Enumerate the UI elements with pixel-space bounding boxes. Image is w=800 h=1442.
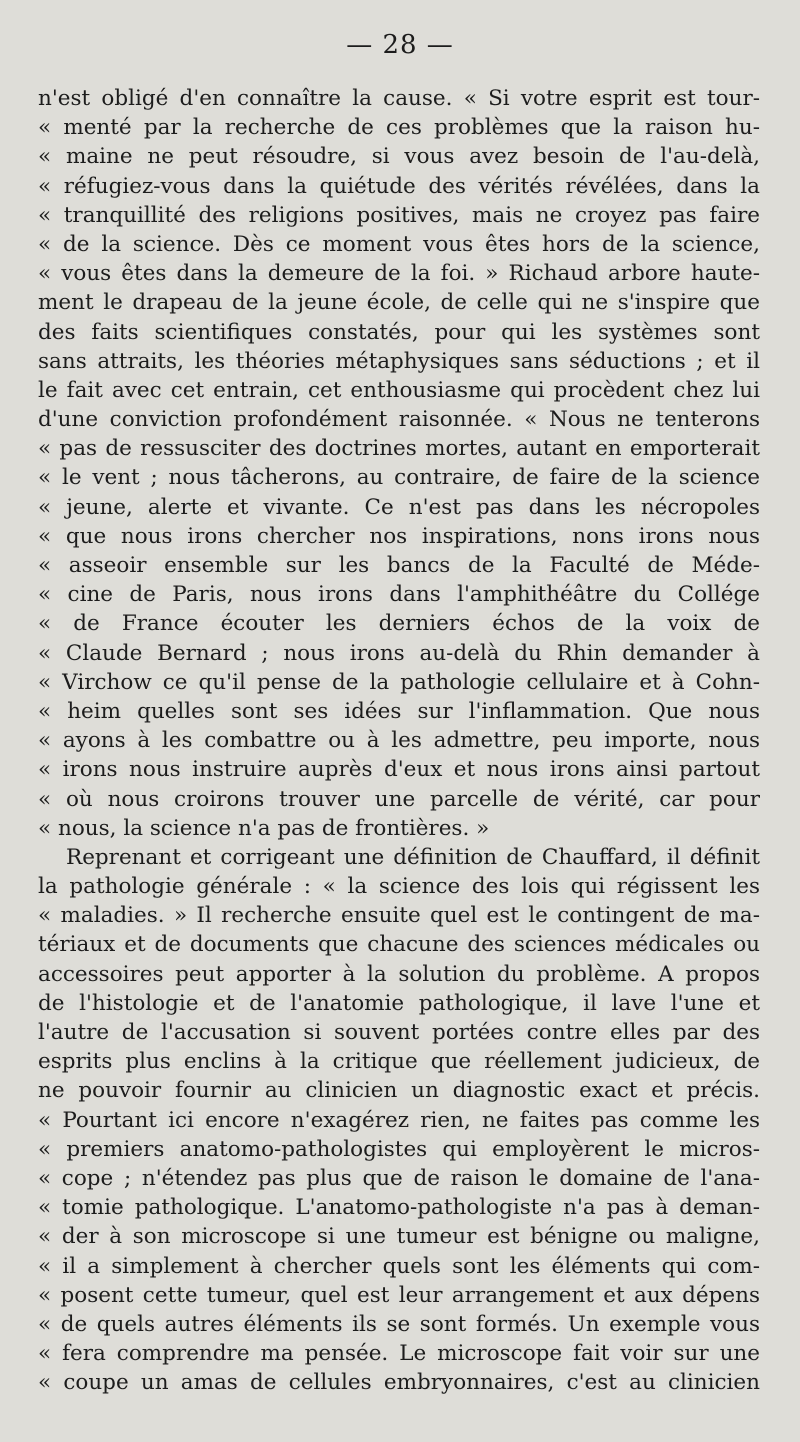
text-line: « ayons à les combattre ou à les admettre, peu importe, nous (38, 728, 760, 754)
text-line: « réfugiez-vous dans la quiétude des vérités révélées, dans la (38, 173, 760, 199)
text-line: d'une conviction profondément raisonnée. « Nous ne tenterons (38, 407, 760, 433)
text-line: « de la science. Dès ce moment vous êtes hors de la science, (38, 231, 760, 257)
text-line: « que nous irons chercher nos inspirations, nons irons nous (38, 523, 760, 549)
text-line: « où nous croirons trouver une parcelle de vérité, car pour (38, 786, 760, 812)
text-line: « vous êtes dans la demeure de la foi. » Richaud arbore haute- (38, 261, 760, 287)
text-line: « irons nous instruire auprès d'eux et nous irons ainsi partout (38, 757, 760, 783)
text-line: la pathologie générale : « la science des lois qui régissent les (38, 874, 760, 900)
text-line: « maine ne peut résoudre, si vous avez besoin de l'au-delà, (38, 144, 760, 170)
text-line: « pas de ressusciter des doctrines mortes, autant en emporterait (38, 436, 760, 462)
text-line: tériaux et de documents que chacune des sciences médicales ou (38, 932, 760, 958)
text-line: le fait avec cet entrain, cet enthousiasme qui procèdent chez lui (38, 377, 760, 403)
text-line: « le vent ; nous tâcherons, au contraire, de faire de la science (38, 465, 760, 491)
text-line: « premiers anatomo-pathologistes qui employèrent le micros- (38, 1136, 760, 1162)
text-line: accessoires peut apporter à la solution du problème. A propos (38, 961, 760, 987)
text-line: ne pouvoir fournir au clinicien un diagnostic exact et précis. (38, 1078, 760, 1104)
text-line: « tranquillité des religions positives, mais ne croyez pas faire (38, 202, 760, 228)
text-line: « der à son microscope si une tumeur est bénigne ou maligne, (38, 1224, 760, 1250)
text-line: de l'histologie et de l'anatomie pathologique, il lave l'une et (38, 990, 760, 1016)
text-line: « Pourtant ici encore n'exagérez rien, ne faites pas comme les (38, 1107, 760, 1133)
text-line: « cope ; n'étendez pas plus que de raison le domaine de l'ana- (38, 1165, 760, 1191)
text-line: « coupe un amas de cellules embryonnaires, c'est au clinicien (38, 1370, 760, 1396)
text-line: « fera comprendre ma pensée. Le microscope fait voir sur une (38, 1341, 760, 1367)
text-line: ment le drapeau de la jeune école, de celle qui ne s'inspire que (38, 290, 760, 316)
text-line: esprits plus enclins à la critique que réellement judicieux, de (38, 1049, 760, 1075)
text-line: « cine de Paris, nous irons dans l'amphithéâtre du Collége (38, 582, 760, 608)
text-line: l'autre de l'accusation si souvent portées contre elles par des (38, 1020, 760, 1045)
text-line: n'est obligé d'en connaître la cause. « Si votre esprit est tour- (38, 86, 760, 111)
text-line: « Virchow ce qu'il pense de la pathologie cellulaire et à Cohn- (38, 669, 760, 695)
text-line: « de France écouter les derniers échos de la voix de (38, 611, 760, 637)
body-text (38, 84, 760, 1397)
text-line: « Claude Bernard ; nous irons au-delà du Rhin demander à (38, 640, 760, 666)
page-number: — 28 — (346, 30, 454, 60)
text-line: « maladies. » Il recherche ensuite quel est le contingent de ma- (38, 903, 760, 929)
text-line: « menté par la recherche de ces problèmes que la raison hu- (38, 115, 760, 141)
text-line: sans attraits, les théories métaphysiques sans séductions ; et il (38, 348, 760, 374)
text-line: « il a simplement à chercher quels sont les éléments qui com- (38, 1253, 760, 1279)
text-line: « jeune, alerte et vivante. Ce n'est pas dans les nécropoles (38, 494, 760, 520)
text-line: « nous, la science n'a pas de frontières. » (38, 815, 490, 841)
text-line: « asseoir ensemble sur les bancs de la Faculté de Méde- (38, 553, 760, 578)
text-line: « tomie pathologique. L'anatomo-pathologiste n'a pas à deman- (38, 1195, 760, 1221)
text-line: des faits scientifiques constatés, pour qui les systèmes sont (38, 319, 760, 345)
text-line: « de quels autres éléments ils se sont formés. Un exemple vous (38, 1311, 760, 1337)
text-line: Reprenant et corrigeant une définition de Chauffard, il définit (66, 844, 760, 870)
text-line: « heim quelles sont ses idées sur l'inflammation. Que nous (38, 698, 760, 724)
text-line: « posent cette tumeur, quel est leur arrangement et aux dépens (38, 1282, 760, 1308)
